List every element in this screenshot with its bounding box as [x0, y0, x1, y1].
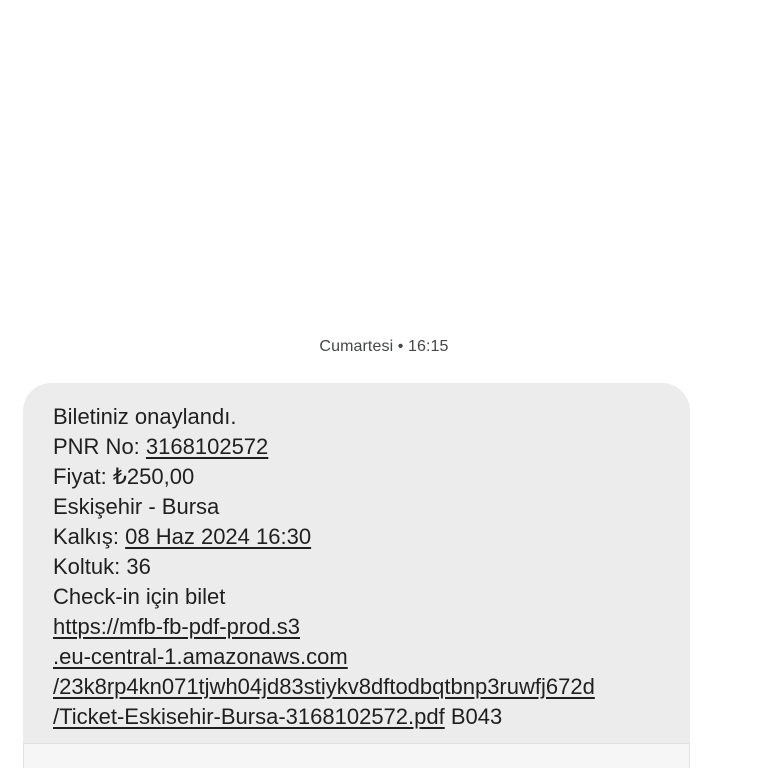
ticket-url-link-part-2[interactable]: .eu-central-1.amazonaws.com	[53, 644, 348, 669]
message-line-route: Eskişehir - Bursa	[53, 494, 220, 519]
pnr-label: PNR No:	[53, 434, 146, 459]
message-text	[53, 402, 683, 732]
ticket-url-line-1	[53, 612, 683, 642]
message-timestamp: Cumartesi • 16:15	[319, 338, 449, 355]
link-preview-card[interactable]	[23, 743, 690, 768]
link-preview-divider	[23, 743, 690, 744]
ticket-url-line-3	[53, 672, 683, 702]
ticket-url-line-4	[53, 702, 683, 732]
ticket-url-line-2	[53, 642, 683, 672]
ticket-url-link-part-4[interactable]: /Ticket-Eskisehir-Bursa-3168102572.pdf	[53, 704, 445, 729]
message-suffix-code: B043	[444, 704, 503, 729]
ticket-url-link-part-1[interactable]: https://mfb-fb-pdf-prod.s3	[53, 614, 300, 639]
message-line-pnr	[53, 432, 683, 462]
pnr-number-link[interactable]: 3168102572	[145, 434, 269, 459]
departure-label: Kalkış:	[53, 524, 126, 549]
message-line-checkin: Check-in için bilet	[53, 584, 226, 609]
message-line-price: Fiyat: ₺250,00	[53, 464, 195, 489]
ticket-url-link-part-3[interactable]: /23k8rp4kn071tjwh04jd83stiykv8dftodbqtbnp3ruwfj672d	[53, 674, 595, 699]
message-line-seat: Koltuk: 36	[53, 554, 151, 579]
departure-date-link[interactable]: 08 Haz 2024 16:30	[125, 524, 312, 549]
message-line-confirmation: Biletiniz onaylandı.	[53, 404, 237, 429]
message-line-departure	[53, 522, 683, 552]
